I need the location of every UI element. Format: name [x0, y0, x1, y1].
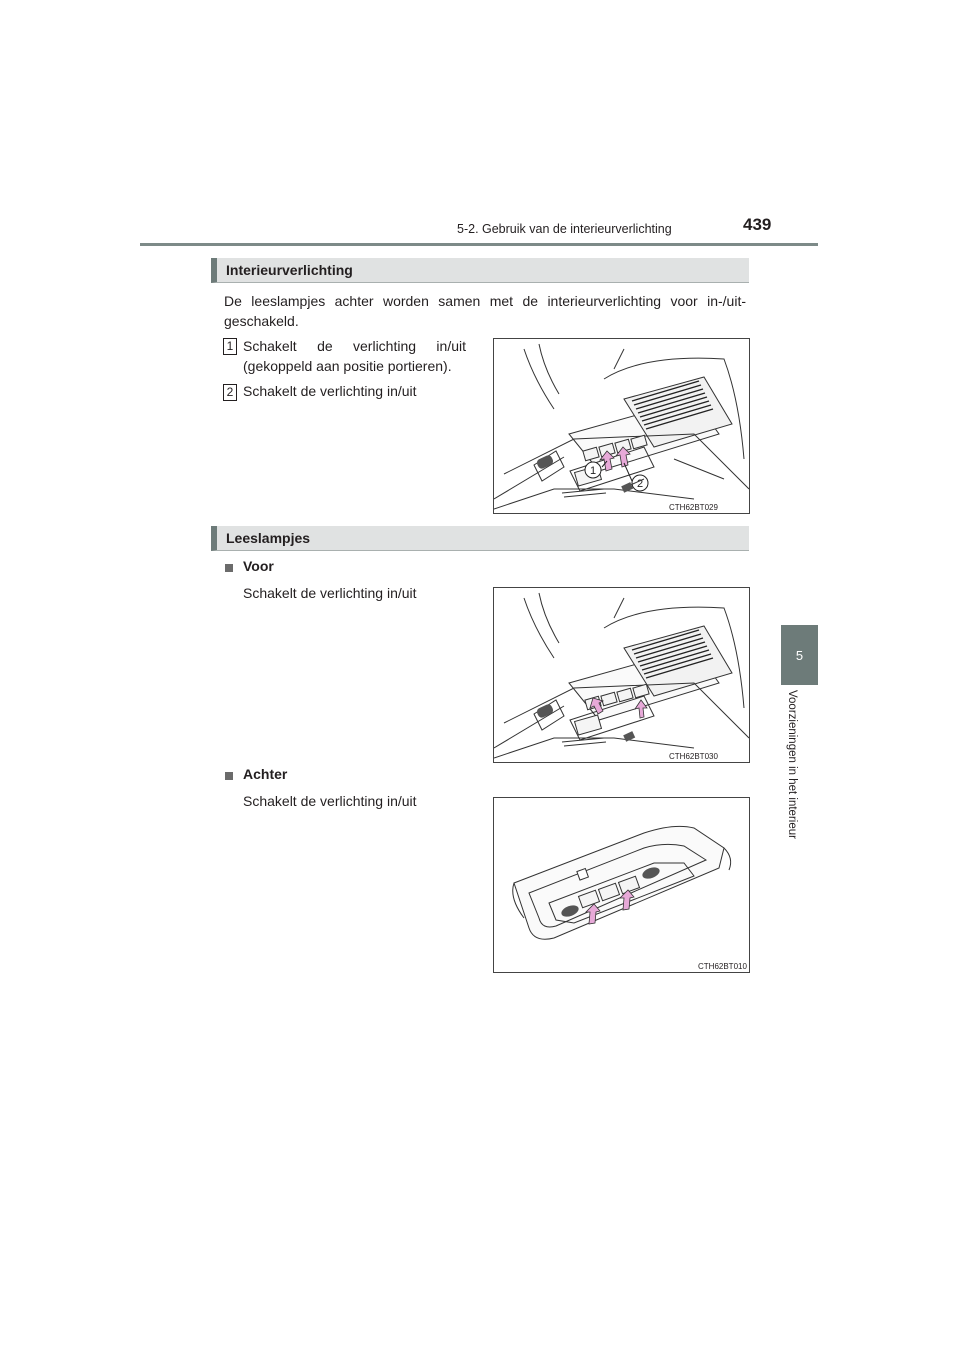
item-1-line-1: Schakelt de verlichting in/uit — [243, 338, 466, 354]
subheading-voor: Voor — [243, 558, 274, 574]
callout-2: 2 — [636, 478, 644, 490]
bullet-square — [225, 772, 233, 780]
section-heading-text: Leeslampjes — [226, 530, 311, 546]
chapter-tab — [781, 625, 818, 685]
figure-front-reading-lights — [493, 587, 750, 763]
header-rule — [140, 243, 818, 246]
callout-1: 1 — [589, 465, 597, 477]
item-1-line-2: (gekoppeld aan positie portieren). — [243, 358, 452, 374]
running-header-title: 5-2. Gebruik van de interieurverlichting — [457, 222, 672, 236]
section-heading-leeslampjes — [211, 526, 749, 551]
chapter-side-label — [776, 690, 816, 865]
page-number: 439 — [743, 215, 772, 234]
section-heading-text: Interieurverlichting — [226, 262, 353, 278]
item-number-2: 2 — [223, 384, 237, 401]
section-heading-interieurverlichting — [211, 258, 749, 283]
subheading-achter: Achter — [243, 766, 288, 782]
figure-code: CTH62BT030 — [669, 752, 718, 761]
achter-text: Schakelt de verlichting in/uit — [243, 793, 417, 809]
figure-code: CTH62BT029 — [669, 503, 718, 512]
item-number-1: 1 — [223, 338, 237, 355]
chapter-number: 5 — [795, 647, 804, 663]
front-lights-illustration — [494, 588, 750, 763]
figure-rear-reading-lights — [493, 797, 750, 973]
rear-lights-illustration — [494, 798, 750, 973]
overhead-console-illustration — [494, 339, 750, 514]
intro-line-2: geschakeld. — [224, 313, 299, 329]
figure-code: CTH62BT010 — [698, 962, 747, 971]
bullet-square — [225, 564, 233, 572]
figure-overhead-console-1 — [493, 338, 750, 514]
intro-line-1: De leeslampjes achter worden samen met de interieurverlichting voor in-/uit- — [224, 293, 746, 309]
item-2-text: Schakelt de verlichting in/uit — [243, 383, 417, 399]
voor-text: Schakelt de verlichting in/uit — [243, 585, 417, 601]
chapter-label-text: Voorzieningen in het interieur — [786, 690, 798, 839]
